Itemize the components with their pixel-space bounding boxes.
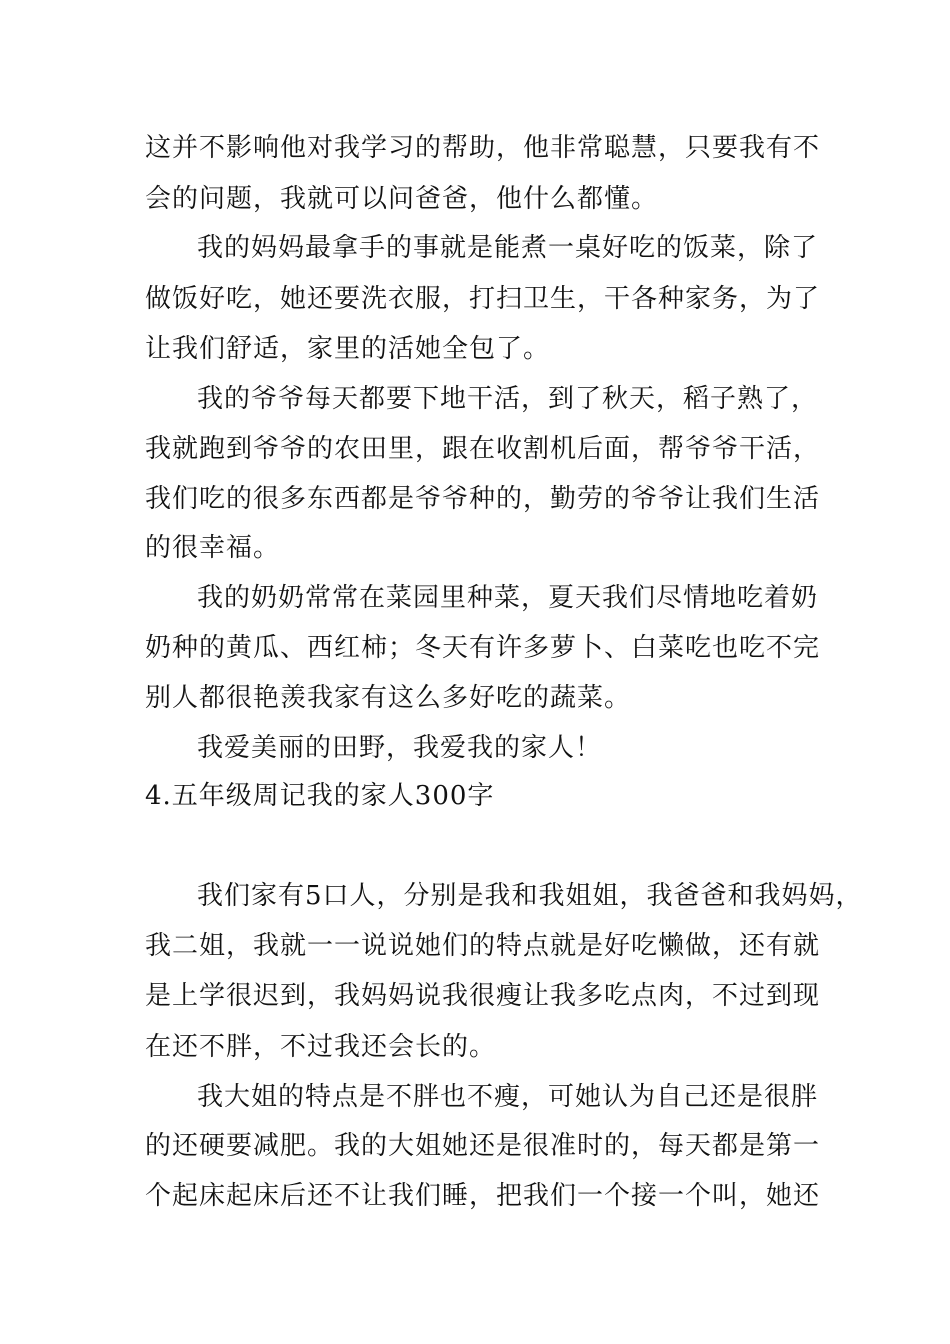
paragraph-first-line: 我爱美丽的田野，我爱我的家人！ — [197, 733, 603, 763]
text-line: 会的问题，我就可以问爸爸，他什么都懂。 — [145, 184, 659, 214]
text-line: 的还硬要减肥。我的大姐她还是很准时的，每天都是第一 — [145, 1131, 821, 1161]
section-heading: 4.五年级周记我的家人300字 — [145, 781, 495, 811]
paragraph-first-line: 我的妈妈最拿手的事就是能煮一桌好吃的饭菜，除了 — [197, 233, 819, 263]
text-line: 做饭好吃，她还要洗衣服，打扫卫生，干各种家务，为了 — [145, 284, 821, 314]
paragraph-first-line: 我的爷爷每天都要下地干活，到了秋天，稻子熟了， — [197, 384, 819, 414]
paragraph-first-line: 我大姐的特点是不胖也不瘦，可她认为自己还是很胖 — [197, 1082, 819, 1112]
text-line: 奶种的黄瓜、西红柿；冬天有许多萝卜、白菜吃也吃不完 — [145, 633, 821, 663]
text-line: 让我们舒适，家里的活她全包了。 — [145, 334, 551, 364]
paragraph-first-line: 我们家有5口人，分别是我和我姐姐，我爸爸和我妈妈， — [197, 881, 863, 911]
text-line: 我二姐，我就一一说说她们的特点就是好吃懒做，还有就 — [145, 931, 821, 961]
text-line: 我就跑到爷爷的农田里，跟在收割机后面，帮爷爷干活， — [145, 434, 821, 464]
paragraph-first-line: 我的奶奶常常在菜园里种菜，夏天我们尽情地吃着奶 — [197, 583, 819, 613]
text-line: 这并不影响他对我学习的帮助，他非常聪慧，只要我有不 — [145, 133, 821, 163]
text-line: 别人都很艳羡我家有这么多好吃的蔬菜。 — [145, 683, 632, 713]
text-line: 的很幸福。 — [145, 533, 281, 563]
text-line: 我们吃的很多东西都是爷爷种的，勤劳的爷爷让我们生活 — [145, 484, 821, 514]
text-line: 是上学很迟到，我妈妈说我很瘦让我多吃点肉，不过到现 — [145, 981, 821, 1011]
text-line: 个起床起床后还不让我们睡，把我们一个接一个叫，她还 — [145, 1181, 821, 1211]
text-line: 在还不胖，不过我还会长的。 — [145, 1032, 497, 1062]
